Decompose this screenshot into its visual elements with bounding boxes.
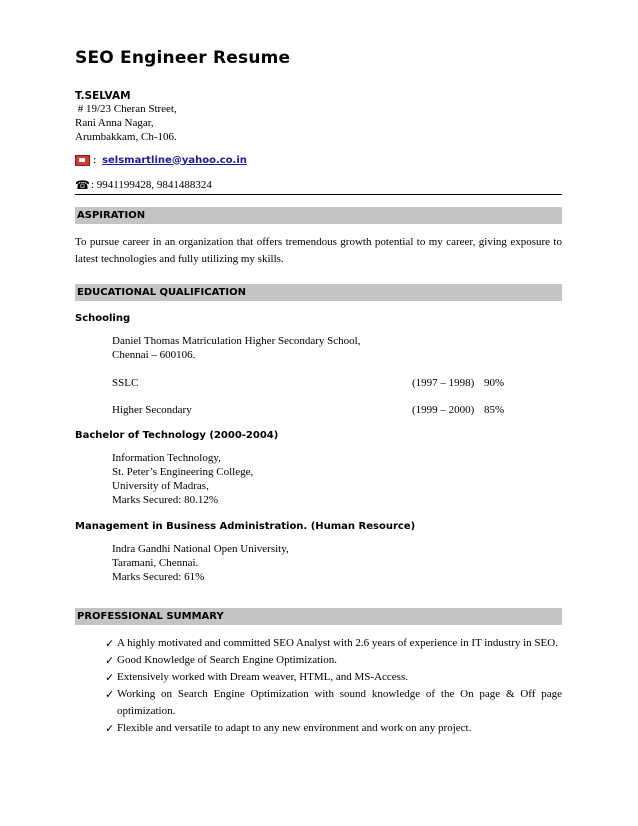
summary-text: Working on Search Engine Optimization with sound knowledge of the On page & Off page optimization.: [117, 688, 562, 717]
mba-details: [112, 542, 562, 584]
email-row: [75, 154, 562, 166]
check-icon: ✓: [105, 671, 115, 684]
email-link[interactable]: selsmartline@yahoo.co.in: [102, 154, 247, 166]
resume-title: SEO Engineer Resume: [75, 48, 291, 68]
schooling-heading: Schooling: [75, 313, 131, 324]
mba-heading: Management in Business Administration. (Human Resource): [75, 521, 416, 532]
resume-page: [75, 48, 562, 737]
check-icon: ✓: [105, 637, 115, 650]
phone-icon: ☎: [75, 178, 90, 192]
summary-text: A highly motivated and committed SEO Analyst with 2.6 years of experience in IT industry in SEO.: [117, 637, 558, 649]
check-icon: ✓: [105, 688, 115, 701]
header-divider: [75, 194, 562, 195]
section-aspiration: ASPIRATION: [75, 207, 562, 224]
list-item: [105, 720, 562, 737]
btech-line: Marks Secured: 80.12%: [112, 494, 219, 506]
candidate-name: T.SELVAM: [75, 90, 131, 102]
education-row-sslc: [75, 377, 562, 389]
section-education: EDUCATIONAL QUALIFICATION: [75, 284, 562, 301]
btech-details: [112, 451, 562, 507]
btech-line: Information Technology,: [112, 452, 221, 464]
btech-line: University of Madras,: [112, 480, 209, 492]
email-separator: :: [93, 154, 97, 166]
aspiration-text: To pursue career in an organization that offers tremendous growth potential to my career, giving exposure to latest technologies and fully utilizing my skills.: [75, 236, 562, 265]
mba-line: Indra Gandhi National Open University,: [112, 543, 289, 555]
list-item: [105, 669, 562, 686]
summary-list: [105, 635, 562, 737]
summary-text: Extensively worked with Dream weaver, HTML, and MS-Access.: [117, 671, 408, 683]
school-name: Daniel Thomas Matriculation Higher Secondary School,: [112, 335, 361, 347]
address-line: Arumbakkam, Ch-106.: [75, 131, 177, 143]
address-block: [75, 102, 562, 144]
exam-name: Higher Secondary: [112, 404, 192, 416]
exam-name: SSLC: [112, 377, 139, 389]
summary-text: Good Knowledge of Search Engine Optimization.: [117, 654, 337, 666]
mba-line: Taramani, Chennai.: [112, 557, 199, 569]
address-line: Rani Anna Nagar,: [75, 117, 154, 129]
exam-years: (1999 – 2000): [412, 404, 475, 416]
school-details: [112, 334, 562, 362]
mba-line: Marks Secured: 61%: [112, 571, 205, 583]
section-professional-summary: PROFESSIONAL SUMMARY: [75, 608, 562, 625]
list-item: [105, 635, 562, 652]
check-icon: ✓: [105, 654, 115, 667]
phone-row: [75, 178, 562, 194]
email-icon: [75, 155, 90, 166]
exam-score: 85%: [484, 404, 505, 416]
summary-text: Flexible and versatile to adapt to any new environment and work on any project.: [117, 722, 472, 734]
exam-years: (1997 – 1998): [412, 377, 475, 389]
list-item: [105, 686, 562, 720]
check-icon: ✓: [105, 722, 115, 735]
list-item: [105, 652, 562, 669]
phone-numbers: : 9941199428, 9841488324: [90, 179, 212, 191]
education-row-hsc: [75, 404, 562, 416]
btech-heading: Bachelor of Technology (2000-2004): [75, 430, 279, 441]
school-city: Chennai – 600106.: [112, 349, 196, 361]
exam-score: 90%: [484, 377, 505, 389]
address-line: # 19/23 Cheran Street,: [75, 103, 177, 115]
btech-line: St. Peter’s Engineering College,: [112, 466, 254, 478]
